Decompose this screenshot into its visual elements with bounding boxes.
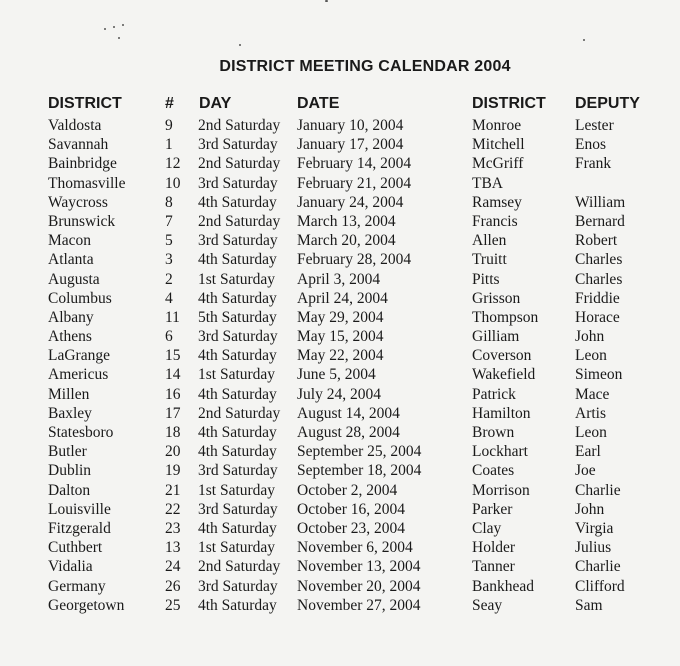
deputy-cell: Joe [575, 462, 596, 480]
number-cell: 6 [165, 328, 173, 346]
district-cell: Bainbridge [48, 155, 117, 173]
district-surname-cell: Clay [472, 519, 502, 537]
date-cell: August 28, 2004 [297, 424, 400, 441]
day-cell: 2nd Saturday [198, 558, 281, 576]
district-surname-cell: Grisson [472, 289, 521, 307]
number-cell: 4 [165, 289, 173, 307]
district-surname-cell: Truitt [472, 251, 507, 269]
deputy-cell: Leon [575, 347, 607, 365]
header-district: DISTRICT [48, 95, 122, 112]
table-row [0, 327, 680, 346]
table-row [0, 519, 680, 538]
district-surname-cell: Seay [472, 596, 503, 614]
date-cell: October 2, 2004 [297, 481, 398, 499]
table-row [0, 193, 680, 212]
number-cell: 1 [165, 136, 173, 154]
scan-speck [583, 39, 585, 41]
day-cell: 2nd Saturday [198, 155, 281, 173]
district-surname-cell: Holder [472, 539, 516, 557]
district-cell: Atlanta [48, 251, 94, 269]
district-cell: Savannah [48, 136, 109, 154]
district-cell: Baxley [48, 404, 92, 422]
table-row [0, 116, 680, 135]
district-surname-cell: McGriff [472, 155, 524, 173]
table-row [0, 423, 680, 442]
day-cell: 4th Saturday [198, 596, 277, 614]
number-cell: 7 [165, 212, 173, 230]
number-cell: 17 [165, 404, 181, 422]
district-surname-cell: Monroe [472, 117, 522, 134]
district-cell: Dublin [48, 462, 92, 480]
page-title: DISTRICT MEETING CALENDAR 2004 [219, 58, 511, 75]
district-cell: Americus [48, 366, 109, 384]
number-cell: 24 [165, 558, 181, 576]
district-cell: Germany [48, 577, 106, 595]
date-cell: November 13, 2004 [297, 558, 421, 576]
date-cell: February 21, 2004 [297, 174, 412, 192]
date-cell: May 15, 2004 [297, 328, 384, 346]
number-cell: 12 [165, 155, 181, 173]
date-cell: November 20, 2004 [297, 577, 421, 595]
district-surname-cell: Lockhart [472, 443, 528, 461]
header-district-deputy-surname: DISTRICT [472, 95, 546, 112]
number-cell: 26 [165, 577, 181, 595]
number-cell: 14 [165, 366, 181, 384]
district-surname-cell: Pitts [472, 270, 500, 288]
district-surname-cell: Patrick [472, 385, 516, 403]
table-row [0, 231, 680, 250]
number-cell: 5 [165, 232, 173, 250]
number-cell: 2 [165, 270, 173, 288]
date-cell: January 10, 2004 [297, 117, 404, 134]
district-cell: Macon [48, 232, 92, 250]
deputy-cell: John [575, 500, 605, 518]
district-cell: Millen [48, 385, 90, 403]
number-cell: 9 [165, 117, 173, 134]
district-surname-cell: Mitchell [472, 136, 525, 154]
day-cell: 4th Saturday [198, 519, 277, 537]
day-cell: 3rd Saturday [198, 328, 278, 346]
date-cell: October 16, 2004 [297, 500, 406, 518]
date-cell: January 17, 2004 [297, 136, 404, 154]
day-cell: 4th Saturday [198, 193, 277, 211]
table-row [0, 289, 680, 308]
deputy-cell: Artis [575, 404, 606, 422]
deputy-cell: Enos [575, 136, 606, 154]
district-cell: Albany [48, 308, 94, 326]
table-row [0, 500, 680, 519]
table-row [0, 365, 680, 384]
deputy-cell: Leon [575, 424, 607, 441]
district-cell: Dalton [48, 481, 91, 499]
deputy-cell: John [575, 328, 605, 346]
deputy-cell: Friddie [575, 289, 620, 307]
district-surname-cell: Coverson [472, 347, 532, 365]
header-number: # [165, 95, 174, 112]
district-surname-cell: Bankhead [472, 577, 534, 595]
number-cell: 21 [165, 481, 181, 499]
district-surname-cell: Wakefield [472, 366, 536, 384]
scan-speck [122, 24, 124, 26]
number-cell: 19 [165, 462, 181, 480]
number-cell: 13 [165, 539, 181, 557]
deputy-cell: Robert [575, 232, 618, 250]
date-cell: April 3, 2004 [297, 270, 381, 288]
table-row [0, 442, 680, 461]
date-cell: January 24, 2004 [297, 193, 404, 211]
day-cell: 2nd Saturday [198, 404, 281, 422]
day-cell: 2nd Saturday [198, 212, 281, 230]
number-cell: 15 [165, 347, 181, 365]
district-cell: LaGrange [48, 347, 110, 365]
number-cell: 16 [165, 385, 181, 403]
day-cell: 3rd Saturday [198, 174, 278, 192]
header-date: DATE [297, 95, 340, 112]
district-surname-cell: Ramsey [472, 193, 522, 211]
table-row [0, 596, 680, 615]
district-surname-cell: Hamilton [472, 404, 531, 422]
district-cell: Augusta [48, 270, 100, 288]
deputy-cell: William [575, 193, 626, 211]
district-cell: Butler [48, 443, 87, 461]
table-row [0, 577, 680, 596]
deputy-cell: Horace [575, 308, 620, 326]
day-cell: 1st Saturday [198, 539, 276, 557]
number-cell: 20 [165, 443, 181, 461]
district-surname-cell: Brown [472, 424, 515, 441]
day-cell: 2nd Saturday [198, 117, 281, 134]
district-cell: Thomasville [48, 174, 126, 192]
deputy-cell: Julius [575, 539, 612, 557]
number-cell: 3 [165, 251, 173, 269]
district-surname-cell: Parker [472, 500, 513, 518]
date-cell: May 22, 2004 [297, 347, 384, 365]
deputy-cell: Sam [575, 596, 603, 614]
date-cell: February 28, 2004 [297, 251, 412, 269]
date-cell: November 6, 2004 [297, 539, 413, 557]
deputy-cell: Earl [575, 443, 601, 461]
district-cell: Waycross [48, 193, 108, 211]
district-cell: Cuthbert [48, 539, 103, 557]
table-row [0, 346, 680, 365]
calendar-table [0, 116, 680, 615]
district-cell: Vidalia [48, 558, 93, 576]
table-row [0, 481, 680, 500]
deputy-cell: Charles [575, 270, 623, 288]
deputy-cell: Lester [575, 117, 614, 134]
day-cell: 4th Saturday [198, 443, 277, 461]
table-row [0, 461, 680, 480]
table-row [0, 135, 680, 154]
deputy-cell: Charles [575, 251, 623, 269]
table-row [0, 308, 680, 327]
table-row [0, 270, 680, 289]
date-cell: April 24, 2004 [297, 289, 388, 307]
day-cell: 3rd Saturday [198, 232, 278, 250]
district-surname-cell: Francis [472, 212, 518, 230]
day-cell: 4th Saturday [198, 251, 277, 269]
district-cell: Fitzgerald [48, 519, 111, 537]
number-cell: 18 [165, 424, 181, 441]
table-row [0, 212, 680, 231]
district-cell: Valdosta [48, 117, 102, 134]
deputy-cell: Simeon [575, 366, 623, 384]
header-day: DAY [199, 95, 232, 112]
day-cell: 3rd Saturday [198, 462, 278, 480]
day-cell: 1st Saturday [198, 481, 276, 499]
table-row [0, 538, 680, 557]
number-cell: 10 [165, 174, 181, 192]
date-cell: May 29, 2004 [297, 308, 384, 326]
day-cell: 1st Saturday [198, 366, 276, 384]
district-surname-cell: Gilliam [472, 328, 520, 346]
table-row [0, 250, 680, 269]
day-cell: 3rd Saturday [198, 577, 278, 595]
deputy-cell: Charlie [575, 558, 621, 576]
date-cell: September 18, 2004 [297, 462, 422, 480]
table-row [0, 154, 680, 173]
date-cell: March 13, 2004 [297, 212, 396, 230]
district-surname-cell: Coates [472, 462, 515, 480]
date-cell: March 20, 2004 [297, 232, 396, 250]
date-cell: June 5, 2004 [297, 366, 376, 384]
number-cell: 8 [165, 193, 173, 211]
deputy-cell: Bernard [575, 212, 625, 230]
number-cell: 25 [165, 596, 181, 614]
scan-speck [325, 0, 328, 2]
header-deputy: DEPUTY [575, 95, 640, 112]
number-cell: 11 [165, 308, 180, 326]
scan-speck [118, 37, 120, 39]
scan-speck [239, 44, 241, 46]
district-cell: Brunswick [48, 212, 116, 230]
day-cell: 1st Saturday [198, 270, 276, 288]
district-surname-cell: Allen [472, 232, 507, 250]
deputy-cell: Frank [575, 155, 612, 173]
table-row [0, 174, 680, 193]
deputy-cell: Mace [575, 385, 610, 403]
number-cell: 22 [165, 500, 181, 518]
day-cell: 4th Saturday [198, 385, 277, 403]
day-cell: 4th Saturday [198, 424, 277, 441]
number-cell: 23 [165, 519, 181, 537]
table-row [0, 404, 680, 423]
district-cell: Louisville [48, 500, 111, 518]
deputy-cell: Virgia [575, 519, 614, 537]
deputy-cell: Charlie [575, 481, 621, 499]
district-surname-cell: Tanner [472, 558, 515, 576]
district-surname-cell: TBA [472, 174, 503, 192]
day-cell: 4th Saturday [198, 347, 277, 365]
district-surname-cell: Morrison [472, 481, 530, 499]
district-cell: Statesboro [48, 424, 114, 441]
day-cell: 3rd Saturday [198, 500, 278, 518]
day-cell: 4th Saturday [198, 289, 277, 307]
district-surname-cell: Thompson [472, 308, 539, 326]
district-cell: Georgetown [48, 596, 125, 614]
date-cell: September 25, 2004 [297, 443, 422, 461]
day-cell: 3rd Saturday [198, 136, 278, 154]
date-cell: July 24, 2004 [297, 385, 381, 403]
deputy-cell: Clifford [575, 577, 625, 595]
date-cell: October 23, 2004 [297, 519, 406, 537]
date-cell: February 14, 2004 [297, 155, 412, 173]
scan-speck [104, 28, 106, 30]
district-cell: Athens [48, 328, 92, 346]
day-cell: 5th Saturday [198, 308, 277, 326]
date-cell: August 14, 2004 [297, 404, 400, 422]
date-cell: November 27, 2004 [297, 596, 421, 614]
table-row [0, 385, 680, 404]
scan-speck [113, 26, 115, 28]
district-cell: Columbus [48, 289, 112, 307]
table-row [0, 557, 680, 576]
